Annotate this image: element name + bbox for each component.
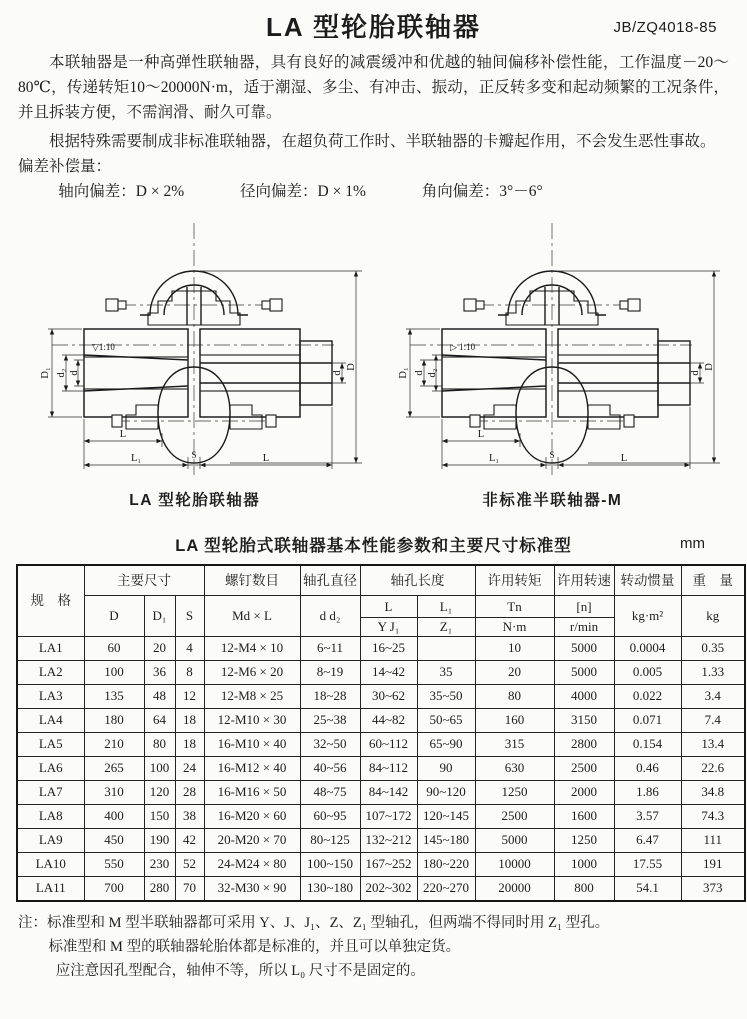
cell: 4000 bbox=[554, 684, 614, 708]
cell: 210 bbox=[84, 732, 144, 756]
cell: 202~302 bbox=[360, 876, 417, 901]
cell: 54.1 bbox=[614, 876, 681, 901]
cell: 16-M12 × 40 bbox=[204, 756, 300, 780]
cell: 48 bbox=[144, 684, 175, 708]
cell: 230 bbox=[144, 852, 175, 876]
table-row bbox=[17, 804, 745, 828]
dim-L1: L₁ bbox=[488, 453, 499, 464]
table-row bbox=[17, 732, 745, 756]
cell bbox=[417, 636, 475, 660]
dim-d-shaft: d bbox=[332, 370, 344, 376]
cell: 550 bbox=[84, 852, 144, 876]
header-d-d2: d d₂ bbox=[300, 595, 360, 636]
header-screws: 螺钉数目 bbox=[204, 565, 300, 595]
cell: 1250 bbox=[554, 828, 614, 852]
table-title-row bbox=[16, 532, 731, 556]
dim-D: D bbox=[703, 363, 715, 371]
cell: 16-M10 × 40 bbox=[204, 732, 300, 756]
cell: 24 bbox=[175, 756, 204, 780]
cell: 22.6 bbox=[681, 756, 745, 780]
cell: 16-M16 × 50 bbox=[204, 780, 300, 804]
cell: 12 bbox=[175, 684, 204, 708]
cell: 120 bbox=[144, 780, 175, 804]
figures-row bbox=[16, 217, 731, 510]
table-row bbox=[17, 780, 745, 804]
header-Z1: Z₁ bbox=[417, 617, 475, 636]
dim-S: S bbox=[191, 450, 197, 460]
table-row bbox=[17, 828, 745, 852]
cell: 8~19 bbox=[300, 660, 360, 684]
cell: 34.8 bbox=[681, 780, 745, 804]
radial-deviation: 径向偏差：D × 1% bbox=[240, 183, 366, 200]
cell: 130~180 bbox=[300, 876, 360, 901]
header-S: S bbox=[175, 595, 204, 636]
cell-spec: LA3 bbox=[17, 684, 84, 708]
cell: 6.47 bbox=[614, 828, 681, 852]
cell: 2500 bbox=[554, 756, 614, 780]
cell: 135 bbox=[84, 684, 144, 708]
cell: 20-M20 × 70 bbox=[204, 828, 300, 852]
cell: 36 bbox=[144, 660, 175, 684]
cell: 7.4 bbox=[681, 708, 745, 732]
cell-spec: LA5 bbox=[17, 732, 84, 756]
figure-half-coupling-m bbox=[374, 217, 732, 510]
dim-L: L bbox=[120, 429, 127, 440]
cell: 40~56 bbox=[300, 756, 360, 780]
cell: 4 bbox=[175, 636, 204, 660]
cell: 60~95 bbox=[300, 804, 360, 828]
cell: 1.86 bbox=[614, 780, 681, 804]
cell: 90 bbox=[417, 756, 475, 780]
cell: 700 bbox=[84, 876, 144, 901]
header-YJ1: Y J₁ bbox=[360, 617, 417, 636]
note-line-1 bbox=[18, 911, 731, 935]
cell: 3150 bbox=[554, 708, 614, 732]
intro-paragraph-2: 根据特殊需要制成非标准联轴器，在超负荷工作时、半联轴器的卡瓣起作用，不会发生恶性事故。 bbox=[49, 133, 716, 150]
dim-d2: d₂ bbox=[426, 368, 438, 378]
dim-D: D bbox=[346, 363, 358, 371]
cell: 24-M24 × 80 bbox=[204, 852, 300, 876]
table-row bbox=[17, 852, 745, 876]
table-row bbox=[17, 636, 745, 660]
cell: 100~150 bbox=[300, 852, 360, 876]
dim-d-shaft: d bbox=[689, 370, 701, 376]
cell: 65~90 bbox=[417, 732, 475, 756]
cell: 160 bbox=[475, 708, 554, 732]
note-line-2: 标准型和 M 型的联轴器轮胎体都是标准的，并且可以单独定货。 bbox=[48, 938, 461, 955]
cell: 50~65 bbox=[417, 708, 475, 732]
header-bore-dia: 轴孔直径 bbox=[300, 565, 360, 595]
axial-deviation: 轴向偏差：D × 2% bbox=[58, 183, 185, 200]
title-row bbox=[16, 10, 731, 46]
cell: 60 bbox=[84, 636, 144, 660]
header-L: L bbox=[360, 595, 417, 617]
cell: 5000 bbox=[475, 828, 554, 852]
parameters-table bbox=[16, 564, 746, 902]
cell: 35 bbox=[417, 660, 475, 684]
taper-label: ▽1:10 bbox=[92, 342, 116, 352]
figure-caption-left: LA 型轮胎联轴器 bbox=[129, 492, 261, 509]
cell: 107~172 bbox=[360, 804, 417, 828]
cell: 80 bbox=[475, 684, 554, 708]
cell: 18 bbox=[175, 708, 204, 732]
table-row bbox=[17, 660, 745, 684]
cell: 17.55 bbox=[614, 852, 681, 876]
cell: 3.57 bbox=[614, 804, 681, 828]
cell: 12-M8 × 25 bbox=[204, 684, 300, 708]
cell: 191 bbox=[681, 852, 745, 876]
cell: 315 bbox=[475, 732, 554, 756]
cell: 64 bbox=[144, 708, 175, 732]
cell: 0.35 bbox=[681, 636, 745, 660]
cell: 132~212 bbox=[360, 828, 417, 852]
header-n: [n] bbox=[554, 595, 614, 617]
dim-S: S bbox=[549, 450, 555, 460]
cell: 190 bbox=[144, 828, 175, 852]
coupling-diagram-left bbox=[22, 217, 367, 482]
cell: 0.071 bbox=[614, 708, 681, 732]
cell-spec: LA10 bbox=[17, 852, 84, 876]
cell: 280 bbox=[144, 876, 175, 901]
cell: 167~252 bbox=[360, 852, 417, 876]
header-bore-len: 轴孔长度 bbox=[360, 565, 475, 595]
cell: 180~220 bbox=[417, 852, 475, 876]
cell-spec: LA2 bbox=[17, 660, 84, 684]
table-row bbox=[17, 756, 745, 780]
cell-spec: LA9 bbox=[17, 828, 84, 852]
dim-L: L bbox=[477, 429, 484, 440]
cell: 100 bbox=[84, 660, 144, 684]
cell: 265 bbox=[84, 756, 144, 780]
table-title: LA 型轮胎式联轴器基本性能参数和主要尺寸标准型 bbox=[175, 537, 572, 555]
figure-caption-right: 非标准半联轴器-M bbox=[482, 492, 623, 509]
cell: 310 bbox=[84, 780, 144, 804]
header-rmin: r/min bbox=[554, 617, 614, 636]
dim-L-right: L bbox=[620, 453, 627, 464]
cell: 32-M30 × 90 bbox=[204, 876, 300, 901]
dim-L-right: L bbox=[263, 453, 270, 464]
note-text-1: 标准型和 M 型半联轴器都可采用 Y、J、J₁、Z、Z₁ 型轴孔，但两端不得同时用 Z₁ 型孔。 bbox=[47, 914, 610, 931]
cell: 13.4 bbox=[681, 732, 745, 756]
cell-spec: LA11 bbox=[17, 876, 84, 901]
header-spec: 规 格 bbox=[17, 565, 84, 636]
header-kgm2: kg·m² bbox=[614, 595, 681, 636]
table-unit: mm bbox=[680, 535, 705, 552]
cell: 16-M20 × 60 bbox=[204, 804, 300, 828]
cell: 90~120 bbox=[417, 780, 475, 804]
cell: 0.154 bbox=[614, 732, 681, 756]
dim-L1: L₁ bbox=[131, 453, 142, 464]
deviation-line bbox=[18, 179, 729, 205]
cell: 450 bbox=[84, 828, 144, 852]
header-kg: kg bbox=[681, 595, 745, 636]
table-row bbox=[17, 684, 745, 708]
dim-D1: D₁ bbox=[397, 367, 409, 379]
table-row bbox=[17, 876, 745, 901]
header-MdxL: Md × L bbox=[204, 595, 300, 636]
cell: 400 bbox=[84, 804, 144, 828]
cell: 5000 bbox=[554, 660, 614, 684]
cell: 12-M10 × 30 bbox=[204, 708, 300, 732]
cell: 220~270 bbox=[417, 876, 475, 901]
dim-D1: D₁ bbox=[40, 367, 52, 379]
cell: 0.0004 bbox=[614, 636, 681, 660]
dim-d2: d₂ bbox=[56, 368, 68, 378]
cell: 18 bbox=[175, 732, 204, 756]
table-row bbox=[17, 708, 745, 732]
cell: 1250 bbox=[475, 780, 554, 804]
intro-paragraph-1: 本联轴器是一种高弹性联轴器，具有良好的减震缓冲和优越的轴间偏移补偿性能，工作温度－20～80℃，传递转矩10～20000N·m，适于潮湿、多尘、有冲击、振动，正反转多变和起动频繁的工况条件，并且拆装方便，不需润滑、耐久可靠。 bbox=[18, 54, 729, 121]
cell: 52 bbox=[175, 852, 204, 876]
cell: 373 bbox=[681, 876, 745, 901]
cell: 0.005 bbox=[614, 660, 681, 684]
header-L1: L₁ bbox=[417, 595, 475, 617]
cell: 14~42 bbox=[360, 660, 417, 684]
cell: 5000 bbox=[554, 636, 614, 660]
standard-number: JB/ZQ4018-85 bbox=[613, 19, 717, 36]
cell: 84~142 bbox=[360, 780, 417, 804]
cell: 30~62 bbox=[360, 684, 417, 708]
cell-spec: LA4 bbox=[17, 708, 84, 732]
cell: 20 bbox=[475, 660, 554, 684]
header-inertia: 转动惯量 bbox=[614, 565, 681, 595]
cell: 32~50 bbox=[300, 732, 360, 756]
header-main-dims: 主要尺寸 bbox=[84, 565, 204, 595]
cell-spec: LA6 bbox=[17, 756, 84, 780]
cell: 150 bbox=[144, 804, 175, 828]
cell: 38 bbox=[175, 804, 204, 828]
cell: 80~125 bbox=[300, 828, 360, 852]
cell: 8 bbox=[175, 660, 204, 684]
cell: 1600 bbox=[554, 804, 614, 828]
cell: 0.46 bbox=[614, 756, 681, 780]
cell: 10000 bbox=[475, 852, 554, 876]
angular-deviation: 角向偏差：3°－6° bbox=[421, 183, 543, 200]
cell: 111 bbox=[681, 828, 745, 852]
cell: 6~11 bbox=[300, 636, 360, 660]
cell: 25~38 bbox=[300, 708, 360, 732]
page-title: LA 型轮胎联轴器 bbox=[266, 12, 481, 42]
dim-d-bore: d bbox=[69, 370, 81, 376]
cell: 2000 bbox=[554, 780, 614, 804]
header-Tn: Tn bbox=[475, 595, 554, 617]
cell: 44~82 bbox=[360, 708, 417, 732]
cell: 0.022 bbox=[614, 684, 681, 708]
cell: 16~25 bbox=[360, 636, 417, 660]
header-speed: 许用转速 bbox=[554, 565, 614, 595]
cell: 80 bbox=[144, 732, 175, 756]
cell-spec: LA7 bbox=[17, 780, 84, 804]
header-D: D bbox=[84, 595, 144, 636]
cell: 28 bbox=[175, 780, 204, 804]
notes bbox=[18, 911, 731, 983]
cell: 3.4 bbox=[681, 684, 745, 708]
coupling-diagram-right bbox=[380, 217, 725, 482]
cell: 74.3 bbox=[681, 804, 745, 828]
cell: 1000 bbox=[554, 852, 614, 876]
cell: 35~50 bbox=[417, 684, 475, 708]
cell: 1.33 bbox=[681, 660, 745, 684]
cell: 630 bbox=[475, 756, 554, 780]
cell: 12-M4 × 10 bbox=[204, 636, 300, 660]
cell: 180 bbox=[84, 708, 144, 732]
cell-spec: LA8 bbox=[17, 804, 84, 828]
cell: 120~145 bbox=[417, 804, 475, 828]
cell: 60~112 bbox=[360, 732, 417, 756]
cell: 48~75 bbox=[300, 780, 360, 804]
taper-label: ▷ 1:10 bbox=[449, 342, 475, 352]
cell-spec: LA1 bbox=[17, 636, 84, 660]
header-weight: 重 量 bbox=[681, 565, 745, 595]
header-Nm: N·m bbox=[475, 617, 554, 636]
cell: 18~28 bbox=[300, 684, 360, 708]
header-torque: 许用转矩 bbox=[475, 565, 554, 595]
cell: 800 bbox=[554, 876, 614, 901]
cell: 2800 bbox=[554, 732, 614, 756]
cell: 84~112 bbox=[360, 756, 417, 780]
cell: 20000 bbox=[475, 876, 554, 901]
cell: 42 bbox=[175, 828, 204, 852]
cell: 10 bbox=[475, 636, 554, 660]
cell: 12-M6 × 20 bbox=[204, 660, 300, 684]
cell: 70 bbox=[175, 876, 204, 901]
cell: 2500 bbox=[475, 804, 554, 828]
cell: 100 bbox=[144, 756, 175, 780]
figure-la-coupling bbox=[16, 217, 374, 510]
note-line-3: 应注意因孔型配合，轴伸不等，所以 L₀ 尺寸不是固定的。 bbox=[55, 962, 425, 979]
cell: 20 bbox=[144, 636, 175, 660]
header-D1: D₁ bbox=[144, 595, 175, 636]
note-prefix: 注： bbox=[18, 914, 47, 931]
dim-d-bore: d bbox=[413, 370, 425, 376]
cell: 145~180 bbox=[417, 828, 475, 852]
compensation-label: 偏差补偿量： bbox=[18, 158, 112, 175]
